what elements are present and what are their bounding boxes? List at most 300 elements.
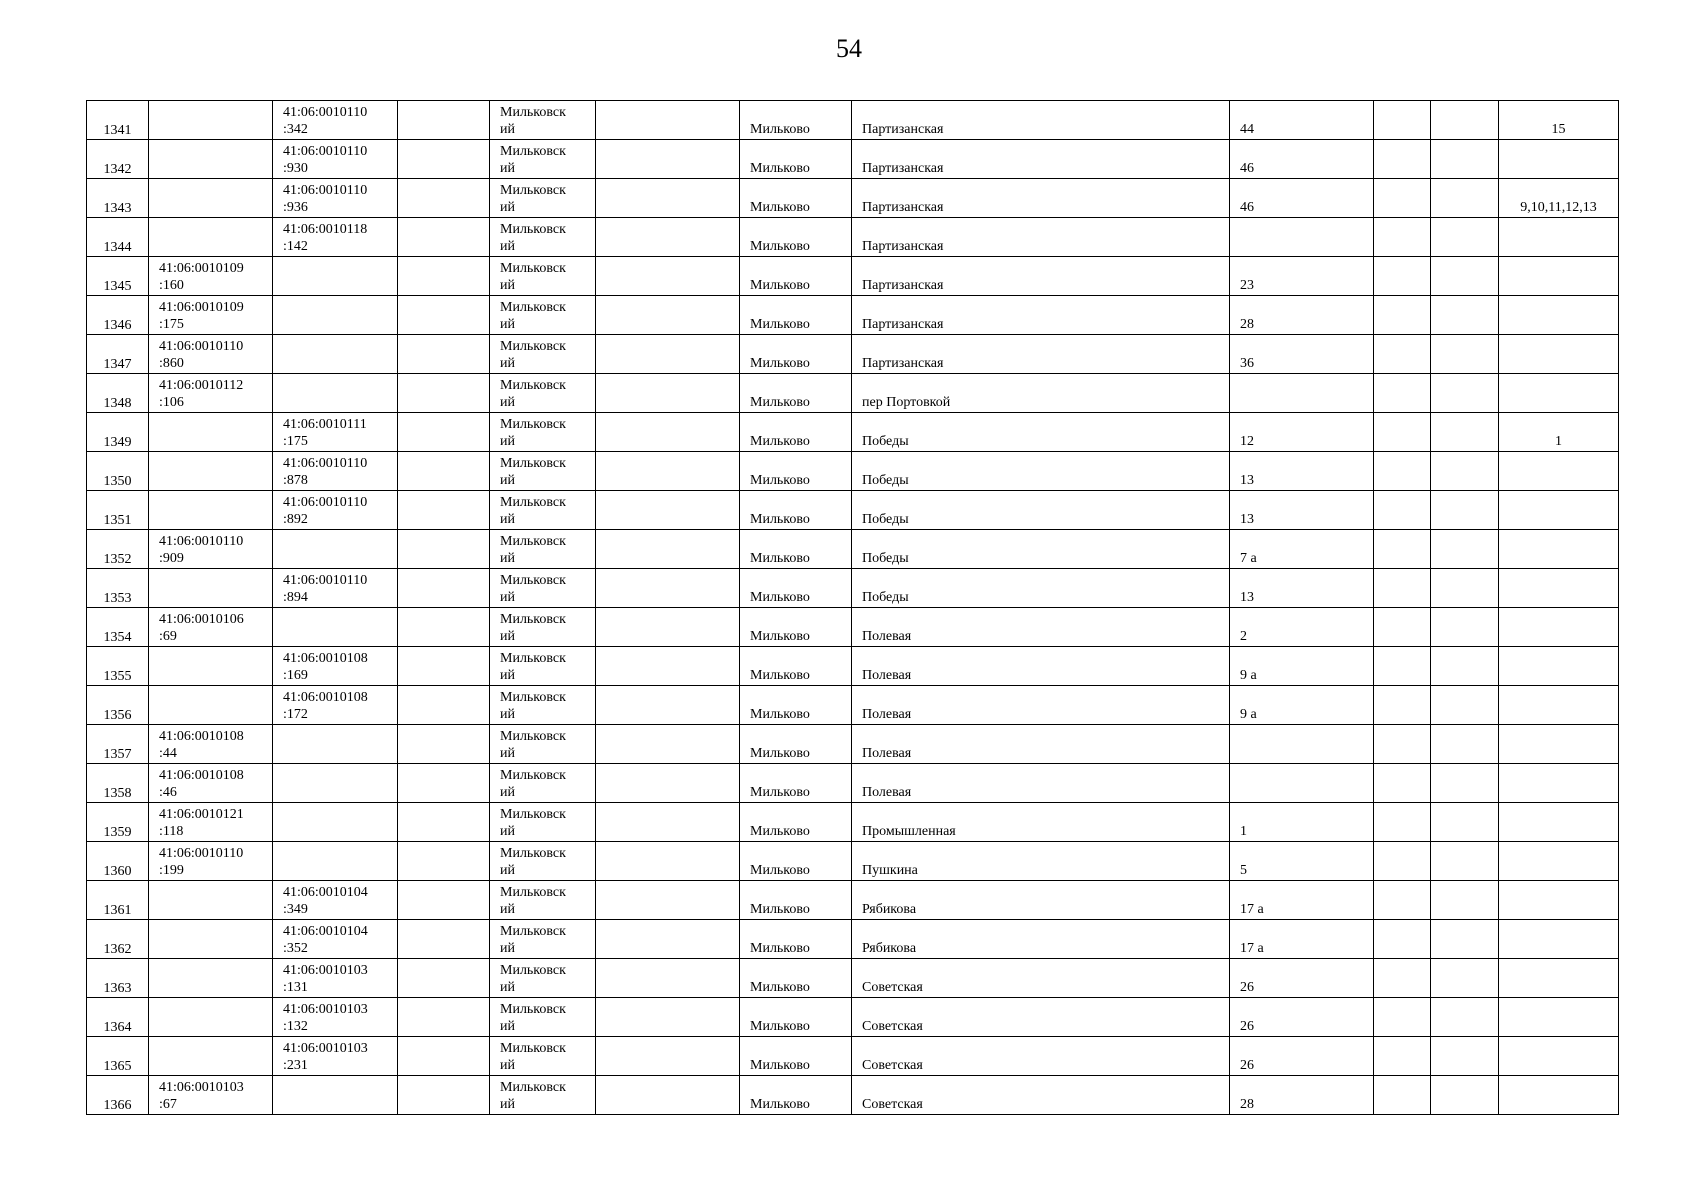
empty-cell <box>596 374 740 413</box>
row-number: 1351 <box>87 491 149 530</box>
row-number: 1356 <box>87 686 149 725</box>
row-number: 1359 <box>87 803 149 842</box>
empty-cell <box>596 998 740 1037</box>
cadastral-number-a: 41:06:0010110 :199 <box>149 842 273 881</box>
district: Мильковск ий <box>490 413 596 452</box>
district: Мильковск ий <box>490 608 596 647</box>
street: Полевая <box>852 608 1230 647</box>
cadastral-number-b: 41:06:0010111 :175 <box>273 413 398 452</box>
settlement: Мильково <box>740 686 852 725</box>
empty-cell <box>596 101 740 140</box>
empty-cell <box>596 530 740 569</box>
empty-cell <box>398 374 490 413</box>
cadastral-number-a <box>149 413 273 452</box>
apartment-number <box>1499 1037 1619 1076</box>
apartment-number <box>1499 218 1619 257</box>
settlement: Мильково <box>740 257 852 296</box>
empty-cell <box>596 686 740 725</box>
table-row <box>87 842 1619 881</box>
district: Мильковск ий <box>490 725 596 764</box>
settlement: Мильково <box>740 764 852 803</box>
empty-cell <box>1374 998 1431 1037</box>
empty-cell <box>398 491 490 530</box>
table-row <box>87 335 1619 374</box>
table-row <box>87 686 1619 725</box>
cadastral-number-b: 41:06:0010108 :172 <box>273 686 398 725</box>
empty-cell <box>596 959 740 998</box>
row-number: 1357 <box>87 725 149 764</box>
cadastral-number-a <box>149 218 273 257</box>
empty-cell <box>596 218 740 257</box>
empty-cell <box>398 998 490 1037</box>
row-number: 1349 <box>87 413 149 452</box>
empty-cell <box>398 725 490 764</box>
empty-cell <box>1431 959 1499 998</box>
registry-body <box>87 101 1619 1115</box>
empty-cell <box>1431 998 1499 1037</box>
empty-cell <box>1374 686 1431 725</box>
empty-cell <box>1374 1076 1431 1115</box>
table-row <box>87 920 1619 959</box>
settlement: Мильково <box>740 452 852 491</box>
empty-cell <box>1431 1076 1499 1115</box>
empty-cell <box>1431 842 1499 881</box>
empty-cell <box>596 257 740 296</box>
settlement: Мильково <box>740 140 852 179</box>
settlement: Мильково <box>740 842 852 881</box>
settlement: Мильково <box>740 647 852 686</box>
house-number: 46 <box>1230 179 1374 218</box>
house-number: 17 а <box>1230 920 1374 959</box>
empty-cell <box>1431 920 1499 959</box>
street: Советская <box>852 1037 1230 1076</box>
settlement: Мильково <box>740 569 852 608</box>
empty-cell <box>398 881 490 920</box>
cadastral-number-b <box>273 335 398 374</box>
row-number: 1360 <box>87 842 149 881</box>
empty-cell <box>1431 296 1499 335</box>
empty-cell <box>398 296 490 335</box>
cadastral-number-a <box>149 998 273 1037</box>
apartment-number <box>1499 1076 1619 1115</box>
cadastral-number-b: 41:06:0010110 :894 <box>273 569 398 608</box>
house-number: 9 а <box>1230 686 1374 725</box>
table-row <box>87 881 1619 920</box>
table-row <box>87 764 1619 803</box>
empty-cell <box>1374 959 1431 998</box>
empty-cell <box>398 608 490 647</box>
house-number: 28 <box>1230 296 1374 335</box>
empty-cell <box>596 764 740 803</box>
cadastral-number-a <box>149 452 273 491</box>
empty-cell <box>398 842 490 881</box>
district: Мильковск ий <box>490 218 596 257</box>
cadastral-number-a: 41:06:0010112 :106 <box>149 374 273 413</box>
street: Полевая <box>852 686 1230 725</box>
table-row <box>87 218 1619 257</box>
cadastral-number-b: 41:06:0010110 :342 <box>273 101 398 140</box>
empty-cell <box>1431 1037 1499 1076</box>
street: Советская <box>852 998 1230 1037</box>
district: Мильковск ий <box>490 686 596 725</box>
row-number: 1365 <box>87 1037 149 1076</box>
apartment-number <box>1499 452 1619 491</box>
empty-cell <box>596 452 740 491</box>
apartment-number: 9,10,11,12,13 <box>1499 179 1619 218</box>
cadastral-number-b <box>273 257 398 296</box>
empty-cell <box>1374 881 1431 920</box>
cadastral-number-a <box>149 686 273 725</box>
settlement: Мильково <box>740 959 852 998</box>
table-row <box>87 725 1619 764</box>
row-number: 1342 <box>87 140 149 179</box>
empty-cell <box>1431 452 1499 491</box>
cadastral-number-a <box>149 101 273 140</box>
cadastral-number-b: 41:06:0010118 :142 <box>273 218 398 257</box>
empty-cell <box>1374 296 1431 335</box>
empty-cell <box>398 413 490 452</box>
house-number: 17 а <box>1230 881 1374 920</box>
house-number: 13 <box>1230 452 1374 491</box>
empty-cell <box>596 881 740 920</box>
table-row <box>87 998 1619 1037</box>
district: Мильковск ий <box>490 647 596 686</box>
settlement: Мильково <box>740 530 852 569</box>
cadastral-number-b: 41:06:0010104 :352 <box>273 920 398 959</box>
empty-cell <box>398 920 490 959</box>
cadastral-number-b: 41:06:0010103 :231 <box>273 1037 398 1076</box>
street: Рябикова <box>852 881 1230 920</box>
empty-cell <box>398 764 490 803</box>
empty-cell <box>398 569 490 608</box>
empty-cell <box>398 1037 490 1076</box>
empty-cell <box>1374 725 1431 764</box>
district: Мильковск ий <box>490 1037 596 1076</box>
empty-cell <box>398 959 490 998</box>
apartment-number <box>1499 608 1619 647</box>
empty-cell <box>1431 608 1499 647</box>
empty-cell <box>398 218 490 257</box>
table-row <box>87 140 1619 179</box>
house-number: 36 <box>1230 335 1374 374</box>
table-row <box>87 530 1619 569</box>
district: Мильковск ий <box>490 530 596 569</box>
district: Мильковск ий <box>490 569 596 608</box>
empty-cell <box>1374 803 1431 842</box>
row-number: 1353 <box>87 569 149 608</box>
cadastral-number-a: 41:06:0010109 :160 <box>149 257 273 296</box>
empty-cell <box>1374 491 1431 530</box>
table-row <box>87 491 1619 530</box>
empty-cell <box>1431 257 1499 296</box>
street: Полевая <box>852 725 1230 764</box>
district: Мильковск ий <box>490 101 596 140</box>
house-number: 28 <box>1230 1076 1374 1115</box>
empty-cell <box>1374 374 1431 413</box>
house-number: 1 <box>1230 803 1374 842</box>
empty-cell <box>1374 257 1431 296</box>
empty-cell <box>1431 686 1499 725</box>
house-number: 46 <box>1230 140 1374 179</box>
row-number: 1346 <box>87 296 149 335</box>
house-number: 26 <box>1230 1037 1374 1076</box>
district: Мильковск ий <box>490 881 596 920</box>
empty-cell <box>398 803 490 842</box>
empty-cell <box>1431 647 1499 686</box>
street: Промышленная <box>852 803 1230 842</box>
apartment-number <box>1499 686 1619 725</box>
cadastral-number-a: 41:06:0010121 :118 <box>149 803 273 842</box>
empty-cell <box>1374 920 1431 959</box>
cadastral-number-a: 41:06:0010108 :44 <box>149 725 273 764</box>
apartment-number <box>1499 881 1619 920</box>
empty-cell <box>1431 374 1499 413</box>
row-number: 1343 <box>87 179 149 218</box>
empty-cell <box>596 1037 740 1076</box>
apartment-number <box>1499 140 1619 179</box>
table-row <box>87 1076 1619 1115</box>
settlement: Мильково <box>740 881 852 920</box>
street: Пушкина <box>852 842 1230 881</box>
settlement: Мильково <box>740 1037 852 1076</box>
cadastral-number-b <box>273 374 398 413</box>
cadastral-number-b: 41:06:0010110 :892 <box>273 491 398 530</box>
cadastral-number-a <box>149 569 273 608</box>
empty-cell <box>1431 179 1499 218</box>
empty-cell <box>596 335 740 374</box>
settlement: Мильково <box>740 413 852 452</box>
apartment-number: 15 <box>1499 101 1619 140</box>
empty-cell <box>398 647 490 686</box>
empty-cell <box>596 1076 740 1115</box>
empty-cell <box>1431 140 1499 179</box>
apartment-number: 1 <box>1499 413 1619 452</box>
empty-cell <box>596 179 740 218</box>
empty-cell <box>596 140 740 179</box>
cadastral-number-a: 41:06:0010110 :860 <box>149 335 273 374</box>
district: Мильковск ий <box>490 491 596 530</box>
empty-cell <box>398 530 490 569</box>
empty-cell <box>596 413 740 452</box>
empty-cell <box>596 842 740 881</box>
row-number: 1348 <box>87 374 149 413</box>
street: Рябикова <box>852 920 1230 959</box>
apartment-number <box>1499 491 1619 530</box>
street: Победы <box>852 530 1230 569</box>
district: Мильковск ий <box>490 335 596 374</box>
table-row <box>87 101 1619 140</box>
district: Мильковск ий <box>490 764 596 803</box>
empty-cell <box>596 920 740 959</box>
cadastral-number-a: 41:06:0010109 :175 <box>149 296 273 335</box>
cadastral-number-b: 41:06:0010103 :131 <box>273 959 398 998</box>
table-row <box>87 413 1619 452</box>
street: Советская <box>852 959 1230 998</box>
cadastral-number-b <box>273 296 398 335</box>
apartment-number <box>1499 335 1619 374</box>
house-number <box>1230 764 1374 803</box>
cadastral-number-a <box>149 491 273 530</box>
house-number: 12 <box>1230 413 1374 452</box>
district: Мильковск ий <box>490 374 596 413</box>
empty-cell <box>1374 1037 1431 1076</box>
table-row <box>87 1037 1619 1076</box>
settlement: Мильково <box>740 374 852 413</box>
empty-cell <box>1431 881 1499 920</box>
cadastral-number-b: 41:06:0010103 :132 <box>273 998 398 1037</box>
row-number: 1347 <box>87 335 149 374</box>
empty-cell <box>398 335 490 374</box>
apartment-number <box>1499 959 1619 998</box>
street: Советская <box>852 1076 1230 1115</box>
settlement: Мильково <box>740 998 852 1037</box>
row-number: 1362 <box>87 920 149 959</box>
cadastral-number-b <box>273 803 398 842</box>
empty-cell <box>596 725 740 764</box>
street: Победы <box>852 569 1230 608</box>
empty-cell <box>1374 530 1431 569</box>
empty-cell <box>1374 842 1431 881</box>
street: Партизанская <box>852 296 1230 335</box>
settlement: Мильково <box>740 296 852 335</box>
empty-cell <box>1431 725 1499 764</box>
house-number: 26 <box>1230 959 1374 998</box>
house-number <box>1230 374 1374 413</box>
empty-cell <box>1374 179 1431 218</box>
table-row <box>87 452 1619 491</box>
table-row <box>87 959 1619 998</box>
district: Мильковск ий <box>490 920 596 959</box>
house-number: 9 а <box>1230 647 1374 686</box>
settlement: Мильково <box>740 803 852 842</box>
cadastral-number-b: 41:06:0010110 :878 <box>273 452 398 491</box>
empty-cell <box>1431 764 1499 803</box>
district: Мильковск ий <box>490 1076 596 1115</box>
empty-cell <box>1374 101 1431 140</box>
house-number <box>1230 725 1374 764</box>
street: Партизанская <box>852 257 1230 296</box>
empty-cell <box>596 647 740 686</box>
empty-cell <box>596 608 740 647</box>
settlement: Мильково <box>740 179 852 218</box>
empty-cell <box>398 686 490 725</box>
empty-cell <box>1374 764 1431 803</box>
house-number: 7 а <box>1230 530 1374 569</box>
registry-table <box>86 100 1619 1115</box>
page-number: 54 <box>836 34 862 63</box>
apartment-number <box>1499 920 1619 959</box>
cadastral-number-b <box>273 608 398 647</box>
table-row <box>87 179 1619 218</box>
apartment-number <box>1499 803 1619 842</box>
empty-cell <box>398 257 490 296</box>
empty-cell <box>398 452 490 491</box>
table-row <box>87 647 1619 686</box>
street: Победы <box>852 491 1230 530</box>
empty-cell <box>1374 218 1431 257</box>
row-number: 1355 <box>87 647 149 686</box>
apartment-number <box>1499 530 1619 569</box>
empty-cell <box>1431 491 1499 530</box>
district: Мильковск ий <box>490 452 596 491</box>
house-number: 13 <box>1230 491 1374 530</box>
apartment-number <box>1499 725 1619 764</box>
row-number: 1352 <box>87 530 149 569</box>
district: Мильковск ий <box>490 257 596 296</box>
settlement: Мильково <box>740 218 852 257</box>
row-number: 1366 <box>87 1076 149 1115</box>
settlement: Мильково <box>740 725 852 764</box>
empty-cell <box>1374 413 1431 452</box>
cadastral-number-a: 41:06:0010108 :46 <box>149 764 273 803</box>
empty-cell <box>398 1076 490 1115</box>
house-number: 5 <box>1230 842 1374 881</box>
row-number: 1363 <box>87 959 149 998</box>
table-row <box>87 296 1619 335</box>
house-number: 23 <box>1230 257 1374 296</box>
row-number: 1364 <box>87 998 149 1037</box>
apartment-number <box>1499 374 1619 413</box>
empty-cell <box>1374 569 1431 608</box>
settlement: Мильково <box>740 101 852 140</box>
row-number: 1344 <box>87 218 149 257</box>
apartment-number <box>1499 296 1619 335</box>
cadastral-number-b <box>273 764 398 803</box>
cadastral-number-a: 41:06:0010110 :909 <box>149 530 273 569</box>
cadastral-number-b <box>273 530 398 569</box>
row-number: 1354 <box>87 608 149 647</box>
district: Мильковск ий <box>490 296 596 335</box>
street: Партизанская <box>852 335 1230 374</box>
apartment-number <box>1499 569 1619 608</box>
row-number: 1350 <box>87 452 149 491</box>
cadastral-number-b <box>273 842 398 881</box>
empty-cell <box>1431 530 1499 569</box>
street: Полевая <box>852 647 1230 686</box>
cadastral-number-a <box>149 647 273 686</box>
table-row <box>87 257 1619 296</box>
street: Победы <box>852 413 1230 452</box>
table-row <box>87 569 1619 608</box>
house-number: 44 <box>1230 101 1374 140</box>
settlement: Мильково <box>740 491 852 530</box>
apartment-number <box>1499 998 1619 1037</box>
street: Партизанская <box>852 179 1230 218</box>
empty-cell <box>1374 452 1431 491</box>
empty-cell <box>1374 335 1431 374</box>
row-number: 1358 <box>87 764 149 803</box>
cadastral-number-b: 41:06:0010108 :169 <box>273 647 398 686</box>
street: пер Портовкой <box>852 374 1230 413</box>
house-number <box>1230 218 1374 257</box>
empty-cell <box>1374 647 1431 686</box>
settlement: Мильково <box>740 608 852 647</box>
empty-cell <box>1431 335 1499 374</box>
empty-cell <box>1431 101 1499 140</box>
settlement: Мильково <box>740 920 852 959</box>
settlement: Мильково <box>740 335 852 374</box>
cadastral-number-b <box>273 725 398 764</box>
empty-cell <box>1374 608 1431 647</box>
empty-cell <box>1431 218 1499 257</box>
empty-cell <box>596 569 740 608</box>
table-row <box>87 608 1619 647</box>
district: Мильковск ий <box>490 959 596 998</box>
apartment-number <box>1499 647 1619 686</box>
row-number: 1361 <box>87 881 149 920</box>
row-number: 1345 <box>87 257 149 296</box>
row-number: 1341 <box>87 101 149 140</box>
